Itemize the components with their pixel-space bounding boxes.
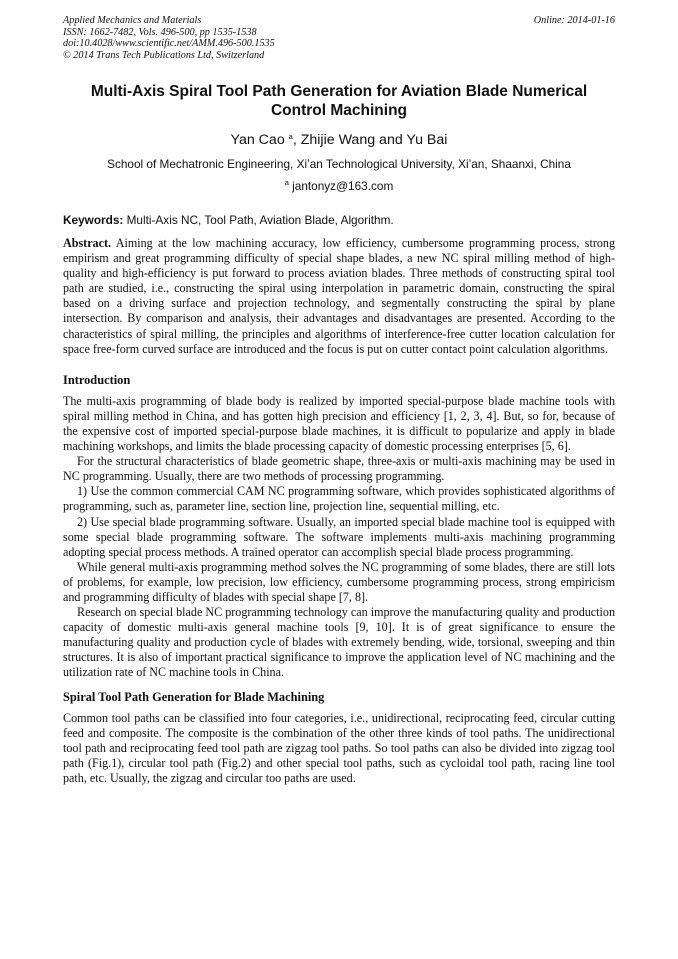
author-line xyxy=(63,131,615,149)
introduction-heading: Introduction xyxy=(63,372,131,387)
affiliation: School of Mechatronic Engineering, Xi’an Technological University, Xi’an, Shaanxi, China xyxy=(107,157,571,171)
issn-line: ISSN: 1662-7482, Vols. 496-500, pp 1535-1538 xyxy=(63,26,257,38)
spiral-paragraph: Common tool paths can be classified into four categories, i.e., unidirectional, reciprocating feed, circular cutting feed and composite. The composite is the combination of the other three kinds of tool paths. The unidirectional tool path and reciprocating feed tool path are zigzag tool paths. So tool paths can also be divided into zigzag tool path (Fig.1), circular tool path (Fig.2) and other special tool paths, such as cycloidal tool path, racing line tool path, etc. Usually, the zigzag and circular too paths are used. xyxy=(63,710,615,785)
paper-body xyxy=(63,236,615,786)
abstract-text: Aiming at the low machining accuracy, low efficiency, cumbersome programming process, strong empirism and great programming difficulty of special shape blades, a new NC spiral milling method of high-quality and high-efficiency is put forward to process aviation blades. Three methods of constructing spiral tool path are studied, i.e., constructing the spiral using interpolation in parametric domain, constructing the spiral based on a driving surface and projection technology, and segmentally constructing the spiral by plane intersection. By comparison and analysis, their advantages and disadvantages are presented. According to the characteristics of spiral milling, the principles and algorithms of interference-free cutter location calculation for space free-form curved surface are introduced and the focus is put on cutter contact point calculation algorithms. xyxy=(63,236,615,356)
abstract-label: Abstract. xyxy=(63,236,112,250)
intro-paragraph: 1) Use the common commercial CAM NC programming software, which provides sophisticated algorithms of programming, such as, parameter line, section line, projection line, sequential milling, etc. xyxy=(63,484,615,514)
email-superscript: a xyxy=(284,178,289,187)
intro-paragraph: While general multi-axis programming method solves the NC programming of some blades, there are still lots of problems, for example, low precision, low efficiency, cumbersome programming process, strong empiricism and programming difficulty of blades with special shape [7, 8]. xyxy=(63,559,615,604)
keywords-label: Keywords: xyxy=(63,213,124,227)
online-date: Online: 2014-01-16 xyxy=(533,15,615,26)
keywords xyxy=(63,213,615,228)
intro-paragraph: Research on special blade NC programming technology can improve the manufacturing quality and production capacity of domestic multi-axis general machine tools [9, 10]. It is of great significance to ensure the manufacturing quality and production cycle of blades with extremely bending, wide, torsional, sweeping and thin structures. It is also of important practical significance to improve the application level of NC machining and the utilization rate of NC machine tools in China. xyxy=(63,605,615,680)
author-rest: , Zhijie Wang and Yu Bai xyxy=(292,132,448,148)
copyright-line: © 2014 Trans Tech Publications Ltd, Switzerland xyxy=(63,49,265,61)
email-line xyxy=(63,179,615,194)
doi-line: doi:10.4028/www.scientific.net/AMM.496-500.1535 xyxy=(63,38,275,50)
paper-title: Multi-Axis Spiral Tool Path Generation for Aviation Blade Numerical Control Machining xyxy=(90,83,588,119)
email-address: jantonyz@163.com xyxy=(292,179,394,193)
author-first: Yan Cao xyxy=(230,132,285,148)
author-first-superscript: a xyxy=(288,132,293,141)
journal-header xyxy=(63,15,615,61)
spiral-section-heading: Spiral Tool Path Generation for Blade Machining xyxy=(63,689,325,704)
journal-name: Applied Mechanics and Materials xyxy=(63,15,202,26)
keywords-text: Multi-Axis NC, Tool Path, Aviation Blade, Algorithm. xyxy=(126,213,394,227)
intro-paragraph: For the structural characteristics of blade geometric shape, three-axis or multi-axis machining may be used in NC programming. Usually, there are two methods of processing programming. xyxy=(63,454,615,484)
intro-paragraph: The multi-axis programming of blade body is realized by imported special-purpose blade machine tools with spiral milling method in China, and has gotten high precision and efficiency [1, 2, 3, 4]. But, so for, because of the expensive cost of imported special-purpose blade machines, it is difficult to popularize and apply in blade machining workshops, and limits the blade processing capacity of domestic processing enterprises [5, 6]. xyxy=(63,393,615,454)
intro-paragraph: 2) Use special blade programming software. Usually, an imported special blade machine tool is equipped with some special blade programming software. The software implements multi-axis machining programming adopting special process methods. A trained operator can accomplish special blade process programming. xyxy=(63,514,615,559)
abstract xyxy=(63,236,615,357)
